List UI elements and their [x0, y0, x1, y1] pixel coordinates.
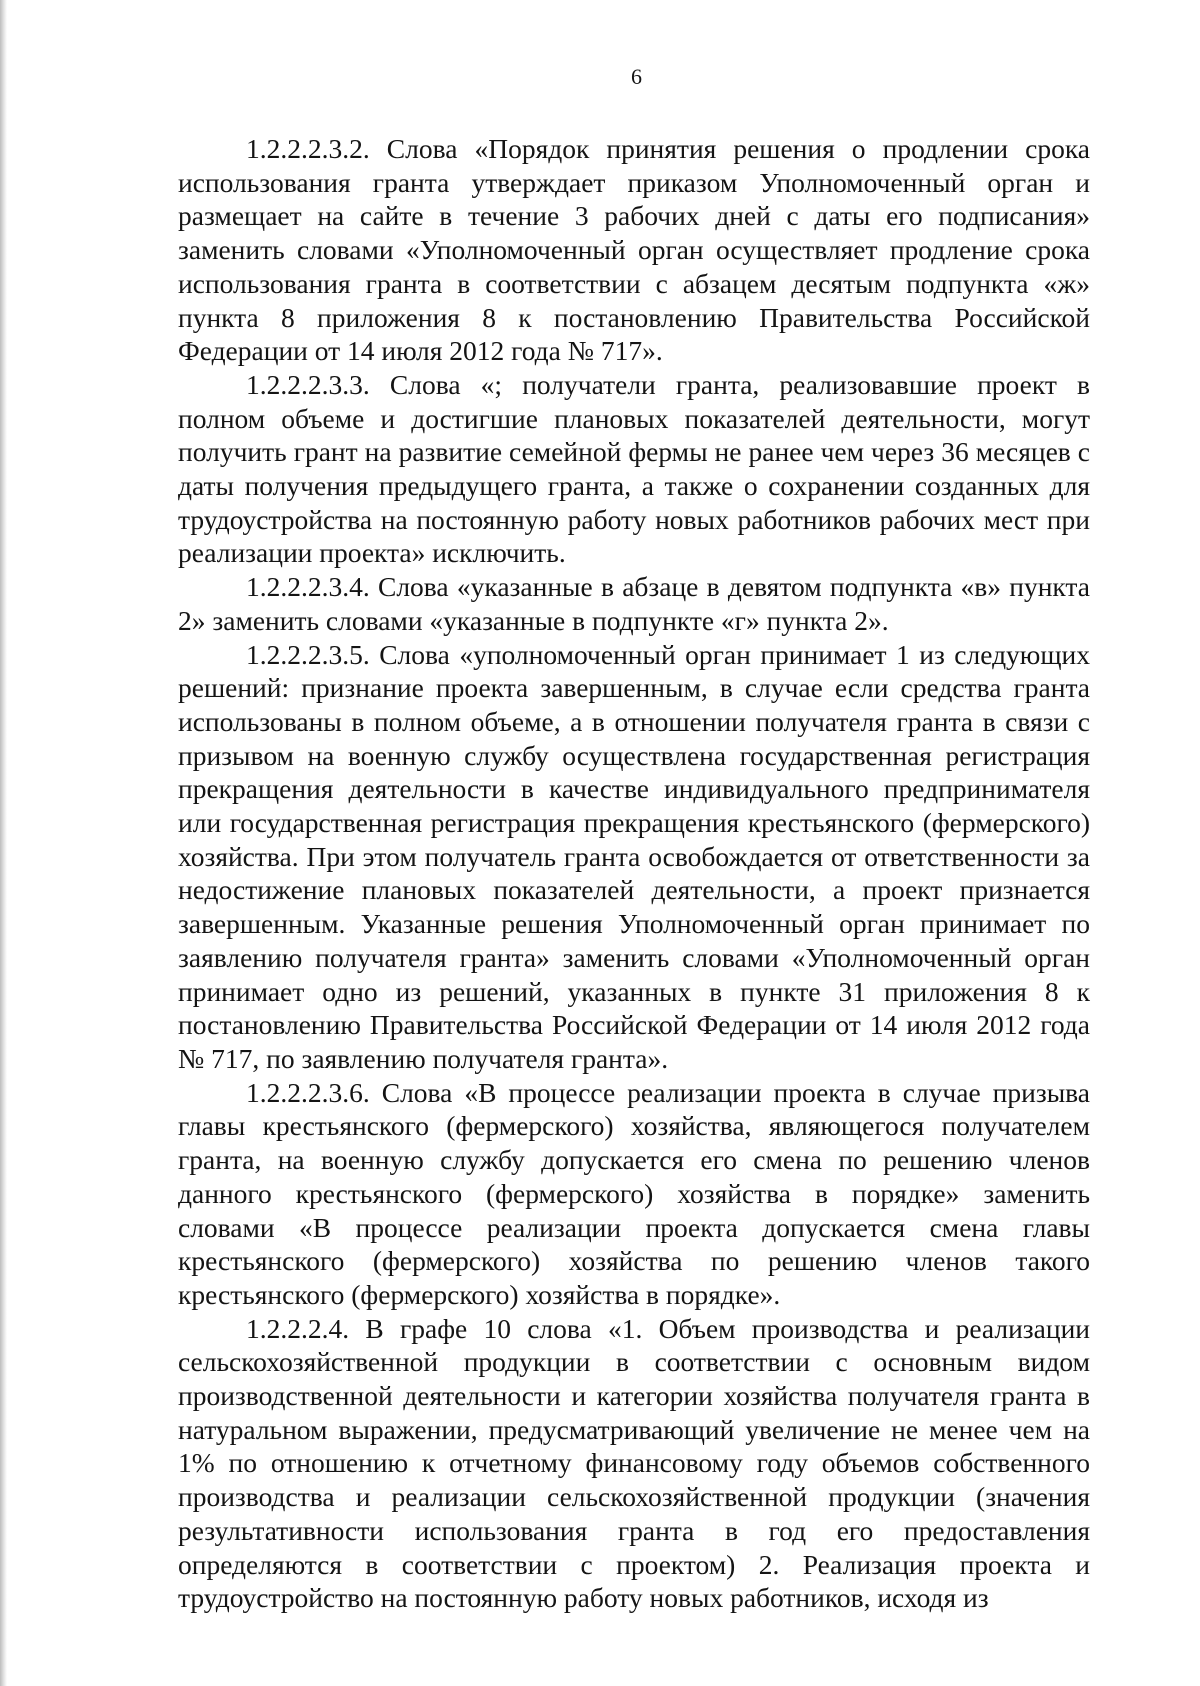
- paragraph-1-2-2-2-3-3: 1.2.2.2.3.3. Слова «; получатели гранта, реализовавшие проект в полном объеме и достигшие плановых показателей деятельности, могут получить грант на развитие семейной фермы не ранее чем через 36 месяцев с даты получения предыдущего гранта, а также о сохранении созданных для трудоустройства на постоянную работу новых работников рабочих мест при реализации проекта» исключить.: [178, 368, 1090, 569]
- paragraph-1-2-2-2-3-2: 1.2.2.2.3.2. Слова «Порядок принятия решения о продлении срока использования гранта утверждает приказом Уполномоченный орган и размещает на сайте в течение 3 рабочих дней с даты его подписания» заменить словами «Уполномоченный орган осуществляет продление срока использования гранта в соответствии с абзацем десятым подпункта «ж» пункта 8 приложения 8 к постановлению Правительства Российской Федерации от 14 июля 2012 года № 717».: [178, 133, 1090, 367]
- document-body: [178, 132, 1090, 1615]
- paragraph-1-2-2-2-3-4: 1.2.2.2.3.4. Слова «указанные в абзаце в девятом подпункта «в» пункта 2» заменить словами «указанные в подпункте «г» пункта 2».: [178, 571, 1090, 636]
- scan-edge: [0, 0, 7, 1686]
- paragraph-1-2-2-2-3-5: 1.2.2.2.3.5. Слова «уполномоченный орган принимает 1 из следующих решений: признание проекта завершенным, в случае если средства гранта использованы в полном объеме, а в отношении получателя гранта в связи с призывом на военную службу осуществлена государственная регистрация прекращения деятельности в качестве индивидуального предпринимателя или государственная регистрация прекращения крестьянского (фермерского) хозяйства. При этом получатель гранта освобождается от ответственности за недостижение плановых показателей деятельности, а проект признается завершенным. Указанные решения Уполномоченный орган принимает по заявлению получателя гранта» заменить словами «Уполномоченный орган принимает одно из решений, указанных в пункте 31 приложения 8 к постановлению Правительства Российской Федерации от 14 июля 2012 года № 717, по заявлению получателя гранта».: [178, 638, 1090, 1074]
- paragraph-1-2-2-2-3-6: 1.2.2.2.3.6. Слова «В процессе реализации проекта в случае призыва главы крестьянского (фермерского) хозяйства, являющегося получателем гранта, на военную службу допускается его смена по решению членов данного крестьянского (фермерского) хозяйства в порядке» заменить словами «В процессе реализации проекта допускается смена главы крестьянского (фермерского) хозяйства по решению членов такого крестьянского (фермерского) хозяйства в порядке».: [178, 1076, 1090, 1310]
- paragraph-1-2-2-2-4: 1.2.2.2.4. В графе 10 слова «1. Объем производства и реализации сельскохозяйственной продукции в соответствии с основным видом производственной деятельности и категории хозяйства получателя гранта в натуральном выражении, предусматривающий увеличение не менее чем на 1% по отношению к отчетному финансовому году объемов собственного производства и реализации сельскохозяйственной продукции (значения результативности использования гранта в год его предоставления определяются в соответствии с проектом) 2. Реализация проекта и трудоустройство на постоянную работу новых работников, исходя из: [178, 1312, 1090, 1614]
- page-number: 6: [631, 64, 642, 89]
